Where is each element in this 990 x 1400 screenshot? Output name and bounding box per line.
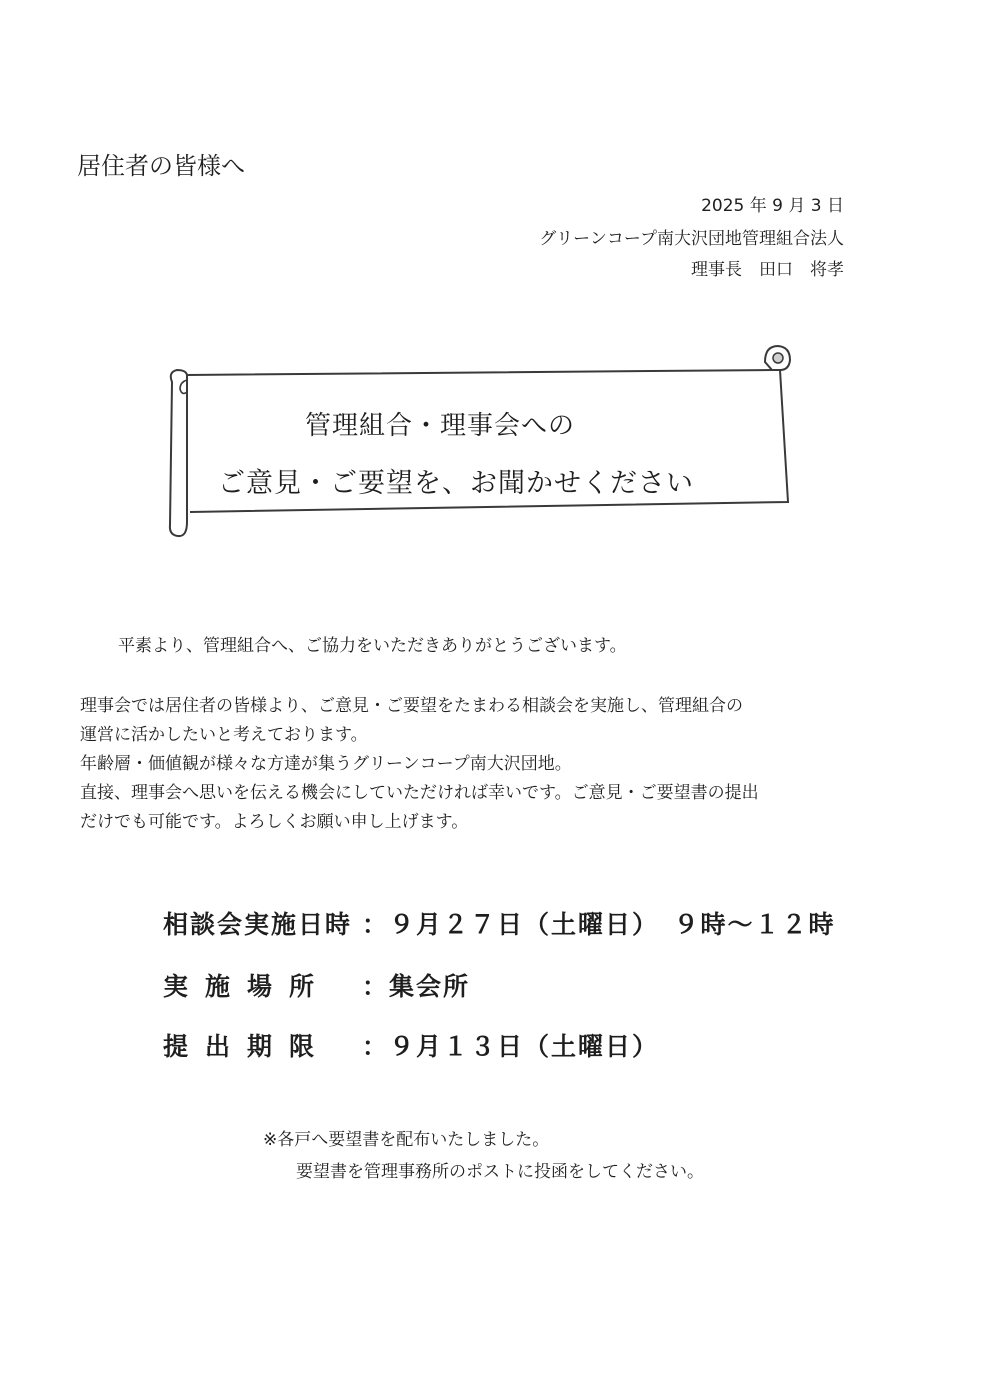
scroll-banner <box>160 342 800 542</box>
body-line: だけでも可能です。よろしくお願い申し上げます。 <box>80 812 469 832</box>
body-line: 年齢層・価値観が様々な方達が集うグリーンコープ南大沢団地。 <box>80 754 572 774</box>
body-line: 理事会では居住者の皆様より、ご意見・ご要望をたまわる相談会を実施し、管理組合の <box>80 696 743 716</box>
venue-value: ：集会所 <box>362 972 471 1001</box>
organization-name: グリーンコープ南大沢団地管理組合法人 <box>539 229 844 249</box>
body-line: 運営に活かしたいと考えております。 <box>80 725 368 745</box>
note-submission: 要望書を管理事務所のポストに投函をしてください。 <box>296 1162 704 1182</box>
greeting-paragraph: 平素より、管理組合へ、ご協力をいただきありがとうございます。 <box>118 636 627 656</box>
issue-date: 2025 年 9 月 3 日 <box>701 196 844 216</box>
note-distribution: ※各戸へ要望書を配布いたしました。 <box>263 1130 550 1150</box>
consultation-datetime-value: ：９月２７日（土曜日） ９時～１２時 <box>362 910 836 939</box>
addressee: 居住者の皆様へ <box>77 152 245 180</box>
consultation-datetime-label: 相談会実施日時 <box>163 910 353 939</box>
banner-title-line1: 管理組合・理事会への <box>305 411 576 441</box>
body-paragraph <box>80 692 759 837</box>
deadline-label: 提出期限 <box>163 1032 332 1061</box>
chair-name: 理事長 田口 将孝 <box>691 260 844 280</box>
deadline-value: ：９月１３日（土曜日） <box>362 1032 660 1061</box>
venue-label: 実施場所 <box>163 972 332 1001</box>
banner-title-line2: ご意見・ご要望を、お聞かせください <box>218 468 694 499</box>
body-line: 直接、理事会へ思いを伝える機会にしていただければ幸いです。ご意見・ご要望書の提出 <box>80 783 759 803</box>
